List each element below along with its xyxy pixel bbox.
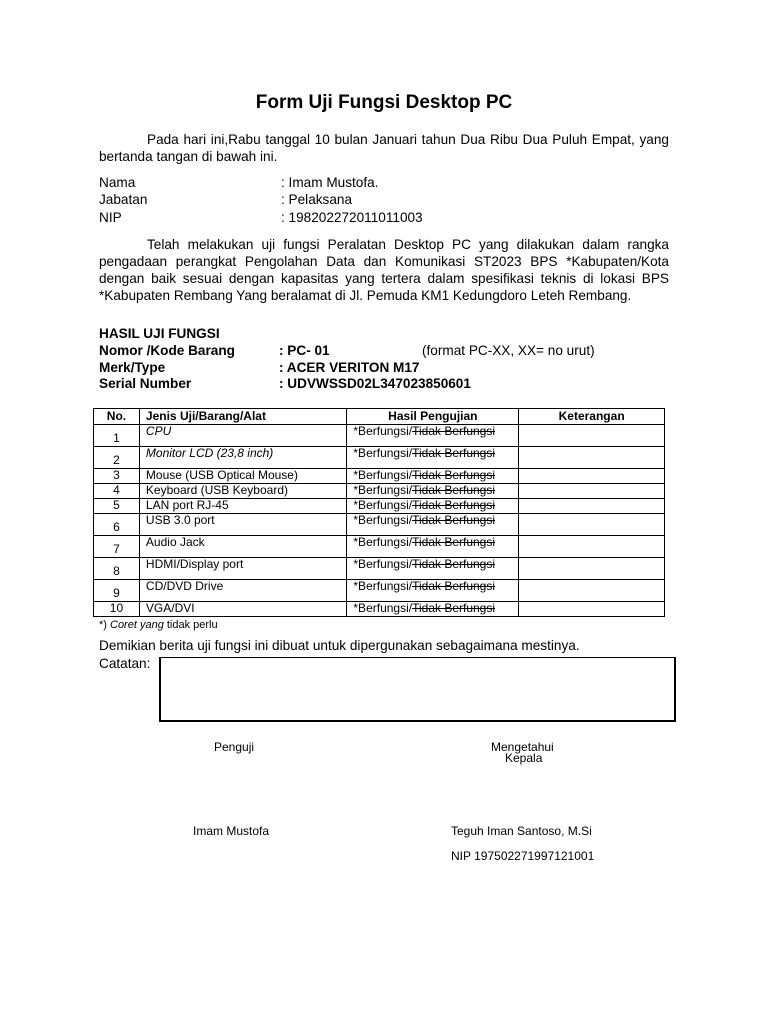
- identity-value: : Pelaksana: [281, 192, 353, 207]
- catatan-box[interactable]: [159, 657, 676, 722]
- result-tidak-berfungsi: Tidak Berfungsi: [412, 424, 496, 438]
- row-keterangan: [519, 499, 665, 514]
- hasil-label: Merk/Type: [99, 360, 166, 375]
- row-no: 5: [94, 499, 140, 514]
- row-no: 4: [94, 484, 140, 499]
- hasil-label: Nomor /Kode Barang: [99, 343, 235, 358]
- row-no: 1: [94, 425, 140, 447]
- result-tidak-berfungsi: Tidak Berfungsi: [412, 601, 496, 615]
- signature-role-kepala: Kepala: [505, 751, 543, 765]
- row-item: USB 3.0 port: [139, 514, 346, 536]
- result-tidak-berfungsi: Tidak Berfungsi: [412, 557, 496, 571]
- row-item: CPU: [139, 425, 346, 447]
- signature-name-left: Imam Mustofa: [193, 824, 270, 838]
- row-keterangan: [519, 425, 665, 447]
- result-tidak-berfungsi: Tidak Berfungsi: [412, 513, 496, 527]
- row-keterangan: [519, 536, 665, 558]
- row-item: LAN port RJ-45: [139, 499, 346, 514]
- hasil-value: : PC- 01: [279, 343, 330, 358]
- row-item: Mouse (USB Optical Mouse): [139, 469, 346, 484]
- header-jenis-uji: Jenis Uji/Barang/Alat: [139, 409, 346, 425]
- table-row: [94, 602, 665, 617]
- identity-label: Jabatan: [99, 192, 148, 207]
- table-row: [94, 447, 665, 469]
- table-header-row: [94, 409, 665, 425]
- page-title: Form Uji Fungsi Desktop PC: [255, 92, 513, 113]
- result-tidak-berfungsi: Tidak Berfungsi: [412, 579, 496, 593]
- row-no: 10: [94, 602, 140, 617]
- result-tidak-berfungsi: Tidak Berfungsi: [412, 535, 496, 549]
- row-item: Monitor LCD (23,8 inch): [139, 447, 346, 469]
- hasil-note: (format PC-XX, XX= no urut): [422, 343, 595, 358]
- result-berfungsi: *Berfungsi/: [353, 535, 413, 549]
- signature-role-mengetahui: Mengetahui: [491, 740, 554, 754]
- row-keterangan: [519, 558, 665, 580]
- result-berfungsi: *Berfungsi/: [353, 579, 413, 593]
- table-row: [94, 536, 665, 558]
- header-keterangan: Keterangan: [519, 409, 665, 425]
- result-berfungsi: *Berfungsi/: [353, 601, 413, 615]
- result-berfungsi: *Berfungsi/: [353, 557, 413, 571]
- row-item: Keyboard (USB Keyboard): [139, 484, 346, 499]
- result-berfungsi: *Berfungsi/: [353, 424, 413, 438]
- signature-nip-right: NIP 197502271997121001: [451, 849, 595, 863]
- result-berfungsi: *Berfungsi/: [353, 483, 413, 497]
- row-result: [347, 514, 519, 536]
- row-result: [347, 499, 519, 514]
- result-berfungsi: *Berfungsi/: [353, 446, 413, 460]
- hasil-value: : ACER VERITON M17: [279, 360, 420, 375]
- row-keterangan: [519, 484, 665, 499]
- row-no: 2: [94, 447, 140, 469]
- row-no: 8: [94, 558, 140, 580]
- row-result: [347, 484, 519, 499]
- row-item: HDMI/Display port: [139, 558, 346, 580]
- hasil-row-kode: [99, 343, 595, 358]
- table-row: [94, 484, 665, 499]
- catatan-label: Catatan:: [99, 656, 151, 671]
- result-tidak-berfungsi: Tidak Berfungsi: [412, 446, 496, 460]
- test-results-table: [93, 408, 665, 617]
- hasil-row-serial: [99, 376, 471, 391]
- hasil-value: : UDVWSSD02L347023850601: [279, 376, 471, 391]
- hasil-heading: HASIL UJI FUNGSI: [99, 326, 220, 341]
- identity-row-jabatan: [99, 192, 353, 207]
- header-no: No.: [94, 409, 140, 425]
- table-row: [94, 580, 665, 602]
- table-row: [94, 469, 665, 484]
- row-result: [347, 469, 519, 484]
- row-item: CD/DVD Drive: [139, 580, 346, 602]
- row-result: [347, 602, 519, 617]
- table-row: [94, 514, 665, 536]
- body-paragraph: Telah melakukan uji fungsi Peralatan Desktop PC yang dilakukan dalam rangka pengadaan perangkat Pengolahan Data dan Komunikasi ST2023 BPS *Kabupaten/Kota dengan baik sesuai dengan kapasitas yang tertera dalam spesifikasi teknis di lokasi BPS *Kabupaten Rembang Yang beralamat di Jl. Pemuda KM1 Kedungdoro Leteh Rembang.: [99, 237, 669, 303]
- row-keterangan: [519, 469, 665, 484]
- row-result: [347, 536, 519, 558]
- row-item: Audio Jack: [139, 536, 346, 558]
- table-row: [94, 425, 665, 447]
- hasil-row-merk: [99, 360, 420, 375]
- row-keterangan: [519, 580, 665, 602]
- result-tidak-berfungsi: Tidak Berfungsi: [412, 468, 496, 482]
- footnote: *) Coret yang tidak perlu: [99, 619, 218, 631]
- row-no: 9: [94, 580, 140, 602]
- hasil-label: Serial Number: [99, 376, 192, 391]
- identity-row-nama: [99, 175, 379, 190]
- identity-label: Nama: [99, 175, 136, 190]
- result-tidak-berfungsi: Tidak Berfungsi: [412, 498, 496, 512]
- intro-paragraph: Pada hari ini,Rabu tanggal 10 bulan Januari tahun Dua Ribu Dua Puluh Empat, yang bertanda tangan di bawah ini.: [99, 132, 669, 164]
- signature-role-penguji: Penguji: [214, 740, 255, 754]
- row-result: [347, 425, 519, 447]
- identity-value: : Imam Mustofa.: [281, 175, 379, 190]
- row-result: [347, 580, 519, 602]
- result-berfungsi: *Berfungsi/: [353, 468, 413, 482]
- result-berfungsi: *Berfungsi/: [353, 513, 413, 527]
- row-keterangan: [519, 514, 665, 536]
- identity-row-nip: [99, 210, 423, 225]
- row-no: 3: [94, 469, 140, 484]
- table-row: [94, 558, 665, 580]
- result-berfungsi: *Berfungsi/: [353, 498, 413, 512]
- row-result: [347, 558, 519, 580]
- row-item: VGA/DVI: [139, 602, 346, 617]
- row-keterangan: [519, 602, 665, 617]
- row-no: 6: [94, 514, 140, 536]
- signature-name-right: Teguh Iman Santoso, M.Si: [451, 824, 592, 838]
- identity-value: : 198202272011011003: [281, 210, 423, 225]
- table-row: [94, 499, 665, 514]
- row-no: 7: [94, 536, 140, 558]
- closing-statement: Demikian berita uji fungsi ini dibuat untuk dipergunakan sebagaimana mestinya.: [99, 638, 580, 653]
- result-tidak-berfungsi: Tidak Berfungsi: [412, 483, 496, 497]
- row-keterangan: [519, 447, 665, 469]
- identity-label: NIP: [99, 210, 122, 225]
- row-result: [347, 447, 519, 469]
- header-hasil-pengujian: Hasil Pengujian: [347, 409, 519, 425]
